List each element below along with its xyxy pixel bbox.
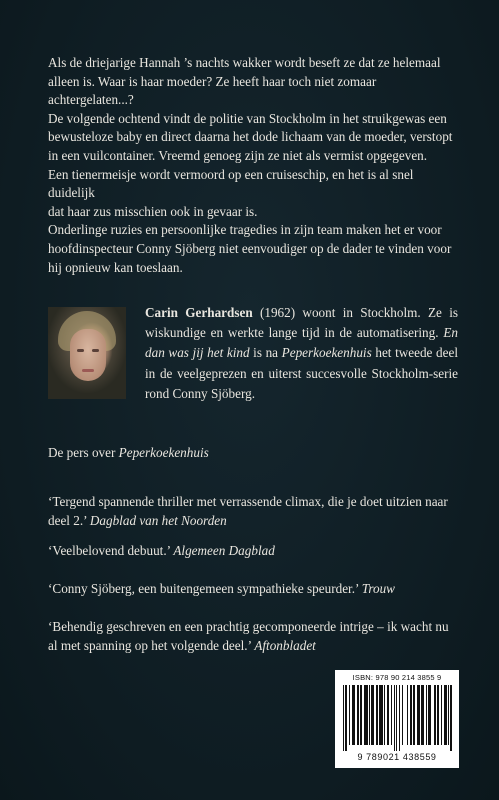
isbn-barcode bbox=[335, 670, 459, 768]
author-bio-part: (1962) woont in Stockholm. Ze is wiskundige en werkte lange tijd in de automatisering. bbox=[145, 305, 458, 341]
blurb-line: De volgende ochtend vindt de politie van Stockholm in het struikgewas een bbox=[48, 110, 447, 126]
review-source: Trouw bbox=[361, 581, 395, 596]
author-bio-part: is na bbox=[249, 345, 282, 361]
book-title: En dan was jij het kind bbox=[145, 325, 458, 361]
blurb-line: dat haar zus misschien ook in gevaar is. bbox=[48, 203, 258, 219]
blurb-line: hij opnieuw kan toeslaan. bbox=[48, 259, 183, 275]
isbn-label: ISBN: 978 90 214 3855 9 bbox=[352, 673, 442, 682]
review-source: Algemeen Dagblad bbox=[173, 543, 275, 558]
book-title: Peperkoekenhuis bbox=[281, 345, 372, 361]
blurb-line: Als de driejarige Hannah ’s nachts wakker wordt beseft ze dat ze helemaal bbox=[48, 55, 441, 70]
ean-number: 9 789021 438559 bbox=[357, 752, 437, 762]
blurb-line: hoofdinspecteur Conny Sjöberg niet eenvoudiger op de dader te vinden voor bbox=[48, 240, 452, 256]
author-bio bbox=[145, 303, 458, 404]
author-photo bbox=[48, 307, 126, 399]
blurb-text bbox=[48, 54, 458, 277]
author-name: Carin Gerhardsen bbox=[145, 305, 253, 320]
author-section bbox=[48, 307, 458, 399]
author-bio-part: het tweede deel in de veelgeprezen en uiterst succesvolle Stockholm-serie rond Conny Sjöberg. bbox=[145, 345, 458, 401]
press-intro: De pers over Peperkoekenhuis bbox=[48, 445, 209, 460]
blurb-line: alleen is. Waar is haar moeder? Ze heeft haar toch niet zomaar achtergelaten...? bbox=[48, 73, 377, 108]
review-quote: ‘Veelbelovend debuut.’ Algemeen Dagblad bbox=[48, 543, 275, 558]
review-quote: ‘Conny Sjöberg, een buitengemeen sympathieke speurder.’ Trouw bbox=[48, 581, 395, 596]
blurb-line: bewusteloze baby en direct daarna het dode lichaam van de moeder, verstopt bbox=[48, 129, 453, 145]
blurb-line: Onderlinge ruzies en persoonlijke tragedies in zijn team maken het er voor bbox=[48, 222, 442, 238]
book-title: Peperkoekenhuis bbox=[118, 445, 209, 460]
blurb-line: Een tienermeisje wordt vermoord op een cruiseschip, en het is al snel duidelijk bbox=[48, 166, 414, 201]
review-source: Aftonbladet bbox=[254, 637, 316, 653]
review-quote: ‘Behendig geschreven en een prachtig gecomponeerde intrige – ik wacht nu al met spanning op het volgende deel.’ Aftonbladet bbox=[48, 619, 449, 653]
barcode-bars bbox=[343, 685, 453, 751]
blurb-line: in een vuilcontainer. Vreemd genoeg zijn ze niet als vermist opgegeven. bbox=[48, 147, 428, 163]
review-quote: ‘Tergend spannende thriller met verrassende climax, die je doet uitzien naar deel 2.’ Dagblad van het Noorden bbox=[48, 494, 448, 528]
review-source: Dagblad van het Noorden bbox=[89, 512, 227, 528]
